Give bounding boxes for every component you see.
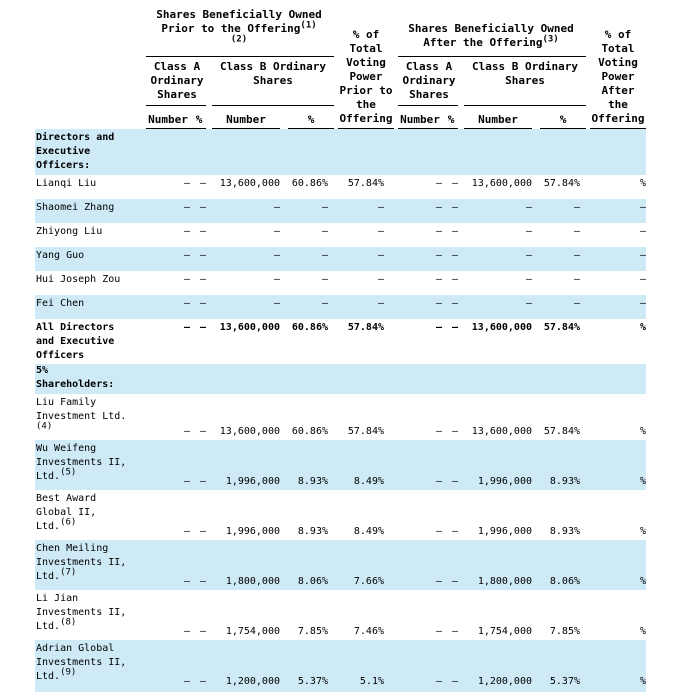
- cell-a2-pct: —: [451, 526, 458, 537]
- section-title: Directors and Executive Officers:: [36, 132, 115, 171]
- cell-b-pct: —: [321, 226, 328, 237]
- cell-b-num: 1,996,000: [225, 526, 280, 537]
- cell-a-num: —: [183, 250, 190, 261]
- cell-a-num: —: [183, 626, 190, 637]
- cell-a2-pct: —: [451, 250, 458, 261]
- cell-vote-after: %: [639, 426, 646, 437]
- cell-b2-num: —: [525, 250, 532, 261]
- cell-b2-pct: 57.84%: [543, 178, 580, 189]
- pct-header: %: [559, 113, 567, 126]
- cell-a-pct: —: [199, 476, 206, 487]
- cell-b2-num: —: [525, 226, 532, 237]
- cell-vote-after: %: [639, 322, 646, 333]
- cell-a2-num: —: [435, 226, 442, 237]
- cell-a-num: —: [183, 274, 190, 285]
- class-a-after-header: Class A Ordinary Shares: [402, 60, 456, 101]
- cell-a2-pct: —: [451, 626, 458, 637]
- cell-a2-num: —: [435, 298, 442, 309]
- cell-vote-prior: —: [377, 298, 384, 309]
- cell-vote-after: —: [639, 226, 646, 237]
- cell-a-pct: —: [199, 676, 206, 687]
- cell-a2-num: —: [435, 576, 442, 587]
- cell-b2-pct: 8.06%: [549, 576, 580, 587]
- cell-b2-num: —: [525, 202, 532, 213]
- cell-b-pct: 8.93%: [297, 476, 328, 487]
- cell-vote-prior: 57.84%: [347, 426, 384, 437]
- footnote-ref: (4): [36, 421, 53, 432]
- number-header: Number: [226, 113, 266, 126]
- cell-vote-prior: 57.84%: [347, 178, 384, 189]
- cell-b2-num: 1,200,000: [477, 676, 532, 687]
- cell-b2-pct: 57.84%: [543, 322, 580, 333]
- cell-vote-after: %: [639, 526, 646, 537]
- cell-a2-num: —: [435, 626, 442, 637]
- pct-header: %: [307, 113, 315, 126]
- cell-vote-after: %: [639, 178, 646, 189]
- footnote-ref: (6): [60, 517, 77, 528]
- cell-a-pct: —: [199, 250, 206, 261]
- cell-a2-num: —: [435, 476, 442, 487]
- voting-after-header: % of Total Voting Power After the Offering: [591, 28, 645, 125]
- voting-prior-header: % of Total Voting Power Prior to the Offering: [339, 28, 393, 125]
- cell-b-pct: —: [321, 298, 328, 309]
- cell-a2-num: —: [435, 202, 442, 213]
- row-label: Wu Weifeng Investments II, Ltd.$^{(5)}$: [36, 443, 127, 482]
- cell-a2-pct: —: [451, 298, 458, 309]
- header-rule: [398, 105, 458, 106]
- cell-b2-num: —: [525, 274, 532, 285]
- cell-b2-num: 1,996,000: [477, 476, 532, 487]
- footnote-ref: (5): [60, 467, 77, 478]
- cell-a-num: —: [183, 202, 190, 213]
- number-header: Number: [400, 113, 440, 126]
- cell-vote-after: —: [639, 250, 646, 261]
- footnote-ref: (7): [60, 567, 77, 578]
- cell-b-num: 13,600,000: [219, 178, 280, 189]
- pct-header: %: [195, 113, 203, 126]
- cell-a-num: —: [183, 476, 190, 487]
- cell-b-num: 1,200,000: [225, 676, 280, 687]
- cell-b-pct: 5.37%: [297, 676, 328, 687]
- row-label: Adrian Global Investments II, Ltd.$^{(9)}$: [36, 643, 127, 682]
- cell-b-num: —: [273, 274, 280, 285]
- cell-b2-pct: —: [573, 298, 580, 309]
- row-label: Lianqi Liu: [36, 178, 97, 189]
- cell-vote-prior: 8.49%: [353, 526, 384, 537]
- cell-b2-pct: —: [573, 250, 580, 261]
- cell-vote-prior: —: [377, 202, 384, 213]
- cell-b2-pct: 57.84%: [543, 426, 580, 437]
- cell-b-num: —: [273, 298, 280, 309]
- cell-b2-pct: 8.93%: [549, 526, 580, 537]
- row-label: All Directors and Executive Officers: [36, 322, 115, 361]
- cell-b2-num: 1,754,000: [477, 626, 532, 637]
- cell-b2-num: —: [525, 298, 532, 309]
- row-label: Hui Joseph Zou: [36, 274, 121, 285]
- row-label: Chen Meiling Investments II, Ltd.$^{(7)}$: [36, 543, 127, 582]
- cell-b-pct: 60.86%: [291, 426, 328, 437]
- class-b-header: Class B Ordinary Shares: [220, 60, 326, 87]
- cell-a2-pct: —: [451, 202, 458, 213]
- cell-b-num: 13,600,000: [219, 426, 280, 437]
- row-label: Zhiyong Liu: [36, 226, 103, 237]
- cell-a-pct: —: [199, 298, 206, 309]
- cell-b-num: 1,996,000: [225, 476, 280, 487]
- cell-vote-prior: —: [377, 274, 384, 285]
- section-title: 5% Shareholders:: [36, 365, 115, 390]
- footnote-ref: (9): [60, 667, 77, 678]
- row-label: Liu Family Investment Ltd. $^{(4)}$: [36, 397, 127, 432]
- cell-vote-prior: —: [377, 226, 384, 237]
- cell-a-pct: —: [199, 178, 206, 189]
- cell-a-pct: —: [199, 426, 206, 437]
- cell-a-num: —: [183, 576, 190, 587]
- cell-a-num: —: [183, 178, 190, 189]
- number-header: Number: [478, 113, 518, 126]
- cell-a2-pct: —: [451, 322, 458, 333]
- cell-b2-num: 1,996,000: [477, 526, 532, 537]
- cell-a-pct: —: [199, 202, 206, 213]
- cell-a2-pct: —: [451, 476, 458, 487]
- cell-a-pct: —: [199, 226, 206, 237]
- cell-b2-num: 13,600,000: [471, 178, 532, 189]
- cell-vote-after: %: [639, 676, 646, 687]
- cell-a2-num: —: [435, 426, 442, 437]
- cell-vote-prior: 7.46%: [353, 626, 384, 637]
- row-label: Yang Guo: [36, 250, 85, 261]
- cell-b2-pct: 8.93%: [549, 476, 580, 487]
- after-offering-header: Shares Beneficially Owned After the Offering$^{(3)}$: [408, 22, 574, 49]
- cell-b-num: 13,600,000: [219, 322, 280, 333]
- cell-vote-after: %: [639, 576, 646, 587]
- number-header: Number: [148, 113, 188, 126]
- cell-b-num: —: [273, 202, 280, 213]
- cell-a2-pct: —: [451, 676, 458, 687]
- cell-a2-num: —: [435, 178, 442, 189]
- pct-header: %: [447, 113, 455, 126]
- cell-b2-pct: —: [573, 202, 580, 213]
- cell-a-num: —: [183, 226, 190, 237]
- cell-vote-prior: —: [377, 250, 384, 261]
- cell-b-pct: 60.86%: [291, 178, 328, 189]
- cell-vote-after: —: [639, 298, 646, 309]
- cell-vote-prior: 7.66%: [353, 576, 384, 587]
- header-rule: [146, 56, 334, 57]
- cell-a2-num: —: [435, 250, 442, 261]
- cell-a2-pct: —: [451, 426, 458, 437]
- cell-a2-num: —: [435, 526, 442, 537]
- cell-b-num: —: [273, 226, 280, 237]
- cell-b2-pct: —: [573, 274, 580, 285]
- cell-a-num: —: [183, 526, 190, 537]
- cell-a2-num: —: [435, 274, 442, 285]
- cell-a-num: —: [183, 298, 190, 309]
- row-label: Best Award Global II, Ltd.$^{(6)}$: [36, 493, 97, 532]
- header-rule: [398, 56, 586, 57]
- cell-a2-pct: —: [451, 274, 458, 285]
- cell-a2-pct: —: [451, 576, 458, 587]
- cell-b2-num: 1,800,000: [477, 576, 532, 587]
- cell-b2-pct: 7.85%: [549, 626, 580, 637]
- cell-a-pct: —: [199, 526, 206, 537]
- cell-vote-prior: 8.49%: [353, 476, 384, 487]
- header-rule: [212, 105, 334, 106]
- cell-b2-pct: —: [573, 226, 580, 237]
- cell-vote-after: %: [639, 476, 646, 487]
- cell-b-pct: —: [321, 202, 328, 213]
- cell-vote-after: %: [639, 626, 646, 637]
- cell-b-pct: 7.85%: [297, 626, 328, 637]
- cell-a2-num: —: [435, 322, 442, 333]
- footnote-ref: (8): [60, 617, 77, 628]
- row-label: Fei Chen: [36, 298, 85, 309]
- row-label: Shaomei Zhang: [36, 202, 115, 213]
- cell-a-num: —: [183, 322, 190, 333]
- cell-a-num: —: [183, 676, 190, 687]
- cell-vote-after: —: [639, 202, 646, 213]
- cell-vote-prior: 57.84%: [347, 322, 384, 333]
- cell-a-pct: —: [199, 576, 206, 587]
- cell-b-pct: —: [321, 250, 328, 261]
- header-rule: [464, 105, 586, 106]
- cell-b2-pct: 5.37%: [549, 676, 580, 687]
- cell-b-num: 1,800,000: [225, 576, 280, 587]
- cell-a2-pct: —: [451, 178, 458, 189]
- cell-b-pct: 8.06%: [297, 576, 328, 587]
- cell-a2-num: —: [435, 676, 442, 687]
- cell-b-pct: —: [321, 274, 328, 285]
- cell-b-pct: 8.93%: [297, 526, 328, 537]
- cell-b-pct: 60.86%: [291, 322, 328, 333]
- cell-b-num: 1,754,000: [225, 626, 280, 637]
- cell-a-num: —: [183, 426, 190, 437]
- cell-vote-after: —: [639, 274, 646, 285]
- prior-offering-header: Shares Beneficially Owned Prior to the Offering$^{(1)}$ $^{(2)}$: [156, 8, 322, 45]
- class-b-after-header: Class B Ordinary Shares: [472, 60, 578, 87]
- cell-a-pct: —: [199, 322, 206, 333]
- header-rule: [146, 105, 206, 106]
- cell-vote-prior: 5.1%: [359, 676, 384, 687]
- cell-b2-num: 13,600,000: [471, 322, 532, 333]
- cell-b-num: —: [273, 250, 280, 261]
- cell-a2-pct: —: [451, 226, 458, 237]
- cell-a-pct: —: [199, 274, 206, 285]
- class-a-header: Class A Ordinary Shares: [150, 60, 204, 101]
- row-label: Li Jian Investments II, Ltd.$^{(8)}$: [36, 593, 127, 632]
- cell-a-pct: —: [199, 626, 206, 637]
- cell-b2-num: 13,600,000: [471, 426, 532, 437]
